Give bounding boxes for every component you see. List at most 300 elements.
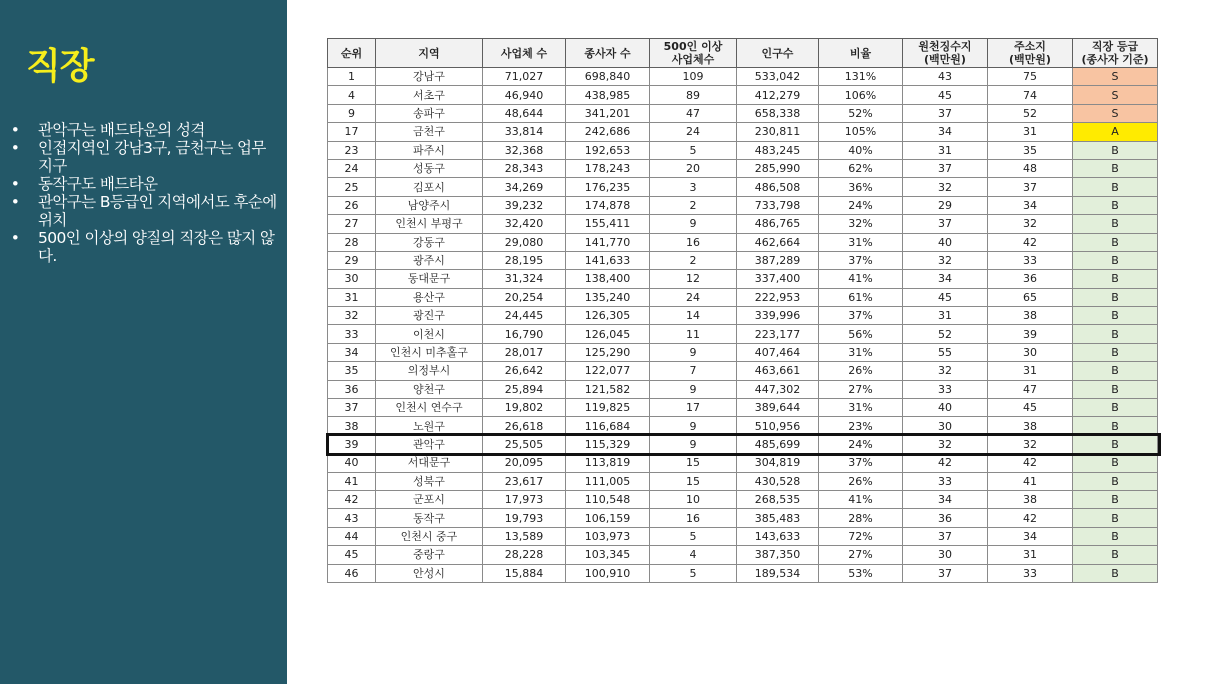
table-cell: 3 bbox=[650, 178, 737, 196]
grade-cell: B bbox=[1073, 325, 1158, 343]
table-cell: 122,077 bbox=[566, 362, 650, 380]
table-cell: 31 bbox=[903, 307, 988, 325]
table-cell: 24% bbox=[819, 196, 903, 214]
table-row bbox=[328, 307, 1158, 325]
table-cell: 인천시 중구 bbox=[376, 527, 483, 545]
grade-cell: B bbox=[1073, 362, 1158, 380]
table-cell: 126,045 bbox=[566, 325, 650, 343]
table-cell: 135,240 bbox=[566, 288, 650, 306]
table-cell: 155,411 bbox=[566, 215, 650, 233]
table-cell: 13,589 bbox=[483, 527, 566, 545]
table-cell: 106% bbox=[819, 86, 903, 104]
table-cell: 42 bbox=[988, 454, 1073, 472]
table-cell: 성동구 bbox=[376, 159, 483, 177]
column-header-line: 500인 이상 bbox=[663, 40, 723, 53]
table-cell: 52% bbox=[819, 104, 903, 122]
table-cell: 387,350 bbox=[737, 546, 819, 564]
table-cell: 53% bbox=[819, 564, 903, 582]
bullet-list bbox=[10, 121, 280, 265]
table-cell: 16 bbox=[650, 233, 737, 251]
table-cell: 노원구 bbox=[376, 417, 483, 435]
grade-cell: B bbox=[1073, 472, 1158, 490]
table-cell: 510,956 bbox=[737, 417, 819, 435]
table-cell: 금천구 bbox=[376, 123, 483, 141]
table-row bbox=[328, 527, 1158, 545]
table-cell: 40 bbox=[903, 399, 988, 417]
table-cell: 141,770 bbox=[566, 233, 650, 251]
table-cell: 45 bbox=[903, 288, 988, 306]
column-header bbox=[650, 39, 737, 68]
table-cell: 30 bbox=[328, 270, 376, 288]
table-cell: 24 bbox=[328, 159, 376, 177]
table-cell: 44 bbox=[328, 527, 376, 545]
table-cell: 31 bbox=[903, 141, 988, 159]
table-cell: 56% bbox=[819, 325, 903, 343]
table-cell: 34 bbox=[903, 490, 988, 508]
table-cell: 12 bbox=[650, 270, 737, 288]
table-cell: 9 bbox=[650, 380, 737, 398]
column-header-line: 직장 등급 bbox=[1091, 40, 1139, 53]
grade-cell: B bbox=[1073, 141, 1158, 159]
table-cell: 17 bbox=[650, 399, 737, 417]
table-cell: 32 bbox=[903, 435, 988, 453]
table-cell: 9 bbox=[650, 215, 737, 233]
table-cell: 28% bbox=[819, 509, 903, 527]
table-cell: 47 bbox=[988, 380, 1073, 398]
table-cell: 40 bbox=[328, 454, 376, 472]
table-cell: 27% bbox=[819, 546, 903, 564]
table-cell: 19,793 bbox=[483, 509, 566, 527]
table-cell: 37 bbox=[988, 178, 1073, 196]
table-row bbox=[328, 509, 1158, 527]
table-cell: 42 bbox=[328, 490, 376, 508]
table-cell: 733,798 bbox=[737, 196, 819, 214]
table-row bbox=[328, 325, 1158, 343]
grade-cell: B bbox=[1073, 196, 1158, 214]
table-cell: 37 bbox=[903, 527, 988, 545]
table-cell: 121,582 bbox=[566, 380, 650, 398]
bullet-item bbox=[10, 229, 280, 265]
table-cell: 강동구 bbox=[376, 233, 483, 251]
table-cell: 15 bbox=[650, 454, 737, 472]
table-cell: 125,290 bbox=[566, 343, 650, 361]
table-cell: 7 bbox=[650, 362, 737, 380]
table-cell: 15 bbox=[650, 472, 737, 490]
table-cell: 36 bbox=[903, 509, 988, 527]
table-cell: 31 bbox=[328, 288, 376, 306]
table-cell: 26 bbox=[328, 196, 376, 214]
table-cell: 74 bbox=[988, 86, 1073, 104]
table-cell: 41% bbox=[819, 270, 903, 288]
grade-cell: S bbox=[1073, 86, 1158, 104]
bullet-text: 관악구는 B등급인 지역에서도 후순에 위치 bbox=[38, 193, 277, 229]
table-header-row bbox=[328, 39, 1158, 68]
table-cell: 126,305 bbox=[566, 307, 650, 325]
column-header-line: 순위 bbox=[340, 46, 363, 60]
table-cell: 중랑구 bbox=[376, 546, 483, 564]
table-row bbox=[328, 251, 1158, 269]
table-cell: 268,535 bbox=[737, 490, 819, 508]
slide-title: 직장 bbox=[26, 46, 94, 87]
table-cell: 34 bbox=[328, 343, 376, 361]
table-row bbox=[328, 270, 1158, 288]
table-cell: 17 bbox=[328, 123, 376, 141]
table-cell: 동작구 bbox=[376, 509, 483, 527]
table-cell: 29 bbox=[328, 251, 376, 269]
column-header-line: (백만원) bbox=[924, 53, 966, 66]
table-cell: 46 bbox=[328, 564, 376, 582]
table-cell: 38 bbox=[328, 417, 376, 435]
table-cell: 33 bbox=[328, 325, 376, 343]
table-cell: 110,548 bbox=[566, 490, 650, 508]
table-row bbox=[328, 362, 1158, 380]
table-cell: 20 bbox=[650, 159, 737, 177]
table-cell: 42 bbox=[988, 233, 1073, 251]
table-row bbox=[328, 564, 1158, 582]
table-cell: 42 bbox=[988, 509, 1073, 527]
table-cell: 304,819 bbox=[737, 454, 819, 472]
table-cell: 35 bbox=[328, 362, 376, 380]
grade-cell: B bbox=[1073, 509, 1158, 527]
table-cell: 33,814 bbox=[483, 123, 566, 141]
table-cell: 28,343 bbox=[483, 159, 566, 177]
table-cell: 62% bbox=[819, 159, 903, 177]
table-cell: 65 bbox=[988, 288, 1073, 306]
grade-cell: B bbox=[1073, 454, 1158, 472]
table-cell: 341,201 bbox=[566, 104, 650, 122]
bullet-text: 관악구는 배드타운의 성격 bbox=[38, 121, 205, 139]
table-cell: 25 bbox=[328, 178, 376, 196]
table-cell: 32 bbox=[988, 215, 1073, 233]
table-cell: 34 bbox=[988, 196, 1073, 214]
table-cell: 34 bbox=[903, 123, 988, 141]
table-cell: 29,080 bbox=[483, 233, 566, 251]
bullet-item bbox=[10, 193, 280, 229]
table-cell: 관악구 bbox=[376, 435, 483, 453]
table-cell: 30 bbox=[903, 546, 988, 564]
table-row bbox=[328, 86, 1158, 104]
table-body bbox=[328, 68, 1158, 583]
ranking-table-container bbox=[327, 38, 1157, 583]
column-header-line: 종사자 수 bbox=[584, 46, 631, 60]
column-header-line: 사업체수 bbox=[671, 53, 715, 66]
table-cell: 131% bbox=[819, 68, 903, 86]
table-cell: 113,819 bbox=[566, 454, 650, 472]
table-cell: 31% bbox=[819, 343, 903, 361]
table-cell: 인천시 미추홀구 bbox=[376, 343, 483, 361]
table-cell: 광주시 bbox=[376, 251, 483, 269]
table-cell: 389,644 bbox=[737, 399, 819, 417]
table-cell: 230,811 bbox=[737, 123, 819, 141]
table-cell: 동대문구 bbox=[376, 270, 483, 288]
table-cell: 438,985 bbox=[566, 86, 650, 104]
column-header-line: (백만원) bbox=[1009, 53, 1051, 66]
grade-cell: B bbox=[1073, 435, 1158, 453]
table-cell: 강남구 bbox=[376, 68, 483, 86]
table-cell: 38 bbox=[988, 307, 1073, 325]
table-cell: 447,302 bbox=[737, 380, 819, 398]
column-header-line: (종사자 기준) bbox=[1081, 53, 1149, 66]
table-cell: 43 bbox=[903, 68, 988, 86]
table-cell: 486,508 bbox=[737, 178, 819, 196]
table-cell: 4 bbox=[328, 86, 376, 104]
table-cell: 32 bbox=[903, 251, 988, 269]
table-cell: 11 bbox=[650, 325, 737, 343]
table-cell: 20,095 bbox=[483, 454, 566, 472]
table-cell: 37 bbox=[903, 159, 988, 177]
table-row bbox=[328, 159, 1158, 177]
table-cell: 463,661 bbox=[737, 362, 819, 380]
table-cell: 2 bbox=[650, 196, 737, 214]
table-cell: 김포시 bbox=[376, 178, 483, 196]
table-cell: 48 bbox=[988, 159, 1073, 177]
table-cell: 10 bbox=[650, 490, 737, 508]
table-cell: 9 bbox=[650, 417, 737, 435]
table-cell: 33 bbox=[903, 472, 988, 490]
table-cell: 27 bbox=[328, 215, 376, 233]
table-cell: 46,940 bbox=[483, 86, 566, 104]
grade-cell: B bbox=[1073, 307, 1158, 325]
table-cell: 31% bbox=[819, 233, 903, 251]
table-cell: 430,528 bbox=[737, 472, 819, 490]
table-cell: 5 bbox=[650, 527, 737, 545]
table-cell: 인천시 연수구 bbox=[376, 399, 483, 417]
table-row-highlighted bbox=[328, 435, 1158, 453]
table-row bbox=[328, 215, 1158, 233]
table-cell: 34,269 bbox=[483, 178, 566, 196]
table-cell: 105% bbox=[819, 123, 903, 141]
table-cell: 17,973 bbox=[483, 490, 566, 508]
table-cell: 양천구 bbox=[376, 380, 483, 398]
table-cell: 486,765 bbox=[737, 215, 819, 233]
table-cell: 698,840 bbox=[566, 68, 650, 86]
table-cell: 24 bbox=[650, 288, 737, 306]
grade-cell: B bbox=[1073, 178, 1158, 196]
bullet-item bbox=[10, 139, 280, 175]
table-cell: 24 bbox=[650, 123, 737, 141]
table-cell: 30 bbox=[988, 343, 1073, 361]
table-cell: 178,243 bbox=[566, 159, 650, 177]
table-row bbox=[328, 546, 1158, 564]
table-cell: 103,973 bbox=[566, 527, 650, 545]
table-cell: 광진구 bbox=[376, 307, 483, 325]
column-header-line: 인구수 bbox=[761, 46, 794, 60]
table-cell: 파주시 bbox=[376, 141, 483, 159]
table-cell: 33 bbox=[988, 564, 1073, 582]
table-cell: 37 bbox=[903, 215, 988, 233]
workplace-ranking-table bbox=[327, 38, 1158, 583]
table-cell: 32,420 bbox=[483, 215, 566, 233]
table-cell: 9 bbox=[650, 435, 737, 453]
bullet-dot-icon: • bbox=[10, 229, 20, 247]
table-cell: 28,017 bbox=[483, 343, 566, 361]
table-cell: 이천시 bbox=[376, 325, 483, 343]
table-cell: 38 bbox=[988, 417, 1073, 435]
table-cell: 서대문구 bbox=[376, 454, 483, 472]
table-cell: 9 bbox=[328, 104, 376, 122]
table-cell: 533,042 bbox=[737, 68, 819, 86]
table-cell: 143,633 bbox=[737, 527, 819, 545]
table-cell: 31 bbox=[988, 546, 1073, 564]
table-cell: 38 bbox=[988, 490, 1073, 508]
column-header-line: 원천징수지 bbox=[918, 40, 972, 53]
table-cell: 37 bbox=[903, 564, 988, 582]
table-cell: 407,464 bbox=[737, 343, 819, 361]
table-cell: 30 bbox=[903, 417, 988, 435]
table-cell: 483,245 bbox=[737, 141, 819, 159]
table-cell: 115,329 bbox=[566, 435, 650, 453]
grade-cell: B bbox=[1073, 564, 1158, 582]
table-cell: 39 bbox=[328, 435, 376, 453]
column-header bbox=[1073, 39, 1158, 68]
table-cell: 26% bbox=[819, 362, 903, 380]
table-row bbox=[328, 68, 1158, 86]
table-cell: 25,505 bbox=[483, 435, 566, 453]
table-row bbox=[328, 141, 1158, 159]
table-cell: 40 bbox=[903, 233, 988, 251]
table-cell: 28 bbox=[328, 233, 376, 251]
table-cell: 37% bbox=[819, 307, 903, 325]
table-cell: 103,345 bbox=[566, 546, 650, 564]
table-cell: 안성시 bbox=[376, 564, 483, 582]
table-row bbox=[328, 490, 1158, 508]
grade-cell: A bbox=[1073, 123, 1158, 141]
grade-cell: B bbox=[1073, 251, 1158, 269]
bullet-item bbox=[10, 175, 280, 193]
column-header bbox=[376, 39, 483, 68]
table-cell: 23 bbox=[328, 141, 376, 159]
table-cell: 28,228 bbox=[483, 546, 566, 564]
table-cell: 32,368 bbox=[483, 141, 566, 159]
table-cell: 387,289 bbox=[737, 251, 819, 269]
table-row bbox=[328, 380, 1158, 398]
table-cell: 242,686 bbox=[566, 123, 650, 141]
column-header bbox=[566, 39, 650, 68]
bullet-dot-icon: • bbox=[10, 193, 20, 211]
table-cell: 28,195 bbox=[483, 251, 566, 269]
table-cell: 5 bbox=[650, 141, 737, 159]
table-cell: 61% bbox=[819, 288, 903, 306]
left-panel bbox=[0, 0, 287, 684]
table-cell: 339,996 bbox=[737, 307, 819, 325]
table-cell: 31% bbox=[819, 399, 903, 417]
column-header bbox=[737, 39, 819, 68]
table-cell: 5 bbox=[650, 564, 737, 582]
table-cell: 52 bbox=[988, 104, 1073, 122]
table-cell: 39 bbox=[988, 325, 1073, 343]
table-cell: 송파구 bbox=[376, 104, 483, 122]
table-row bbox=[328, 104, 1158, 122]
table-cell: 31 bbox=[988, 362, 1073, 380]
column-header bbox=[328, 39, 376, 68]
table-cell: 군포시 bbox=[376, 490, 483, 508]
grade-cell: B bbox=[1073, 546, 1158, 564]
grade-cell: B bbox=[1073, 380, 1158, 398]
bullet-text: 동작구도 배드타운 bbox=[38, 175, 158, 193]
table-cell: 15,884 bbox=[483, 564, 566, 582]
table-cell: 48,644 bbox=[483, 104, 566, 122]
table-cell: 31 bbox=[988, 123, 1073, 141]
column-header-line: 주소지 bbox=[1014, 40, 1046, 53]
table-cell: 223,177 bbox=[737, 325, 819, 343]
column-header bbox=[483, 39, 566, 68]
table-row bbox=[328, 472, 1158, 490]
table-cell: 1 bbox=[328, 68, 376, 86]
table-cell: 24% bbox=[819, 435, 903, 453]
table-cell: 189,534 bbox=[737, 564, 819, 582]
table-row bbox=[328, 123, 1158, 141]
table-cell: 385,483 bbox=[737, 509, 819, 527]
table-cell: 485,699 bbox=[737, 435, 819, 453]
table-cell: 24,445 bbox=[483, 307, 566, 325]
table-cell: 23,617 bbox=[483, 472, 566, 490]
table-cell: 192,653 bbox=[566, 141, 650, 159]
table-cell: 36 bbox=[988, 270, 1073, 288]
grade-cell: B bbox=[1073, 270, 1158, 288]
table-cell: 14 bbox=[650, 307, 737, 325]
table-cell: 100,910 bbox=[566, 564, 650, 582]
table-cell: 138,400 bbox=[566, 270, 650, 288]
table-cell: 72% bbox=[819, 527, 903, 545]
table-cell: 의정부시 bbox=[376, 362, 483, 380]
column-header-line: 사업체 수 bbox=[500, 46, 548, 60]
column-header-line: 지역 bbox=[418, 46, 440, 60]
table-row bbox=[328, 343, 1158, 361]
grade-cell: B bbox=[1073, 159, 1158, 177]
grade-cell: B bbox=[1073, 399, 1158, 417]
table-cell: 89 bbox=[650, 86, 737, 104]
table-cell: 용산구 bbox=[376, 288, 483, 306]
table-row bbox=[328, 454, 1158, 472]
table-cell: 서초구 bbox=[376, 86, 483, 104]
table-row bbox=[328, 196, 1158, 214]
table-cell: 9 bbox=[650, 343, 737, 361]
table-cell: 32 bbox=[903, 178, 988, 196]
grade-cell: B bbox=[1073, 288, 1158, 306]
table-cell: 남양주시 bbox=[376, 196, 483, 214]
table-cell: 32 bbox=[903, 362, 988, 380]
table-cell: 41 bbox=[988, 472, 1073, 490]
bullet-dot-icon: • bbox=[10, 139, 20, 157]
table-row bbox=[328, 178, 1158, 196]
table-cell: 16 bbox=[650, 509, 737, 527]
grade-cell: B bbox=[1073, 343, 1158, 361]
table-cell: 36 bbox=[328, 380, 376, 398]
bullet-text: 500인 이상의 양질의 직장은 많지 않다. bbox=[38, 229, 275, 265]
table-cell: 37% bbox=[819, 251, 903, 269]
table-cell: 19,802 bbox=[483, 399, 566, 417]
table-cell: 31,324 bbox=[483, 270, 566, 288]
table-cell: 33 bbox=[988, 251, 1073, 269]
table-cell: 20,254 bbox=[483, 288, 566, 306]
table-cell: 285,990 bbox=[737, 159, 819, 177]
table-row bbox=[328, 417, 1158, 435]
table-cell: 111,005 bbox=[566, 472, 650, 490]
table-cell: 462,664 bbox=[737, 233, 819, 251]
table-cell: 42 bbox=[903, 454, 988, 472]
table-cell: 141,633 bbox=[566, 251, 650, 269]
table-cell: 25,894 bbox=[483, 380, 566, 398]
table-cell: 34 bbox=[988, 527, 1073, 545]
table-cell: 26,642 bbox=[483, 362, 566, 380]
table-cell: 109 bbox=[650, 68, 737, 86]
table-cell: 75 bbox=[988, 68, 1073, 86]
table-cell: 41% bbox=[819, 490, 903, 508]
table-cell: 16,790 bbox=[483, 325, 566, 343]
table-cell: 47 bbox=[650, 104, 737, 122]
table-cell: 2 bbox=[650, 251, 737, 269]
column-header bbox=[988, 39, 1073, 68]
